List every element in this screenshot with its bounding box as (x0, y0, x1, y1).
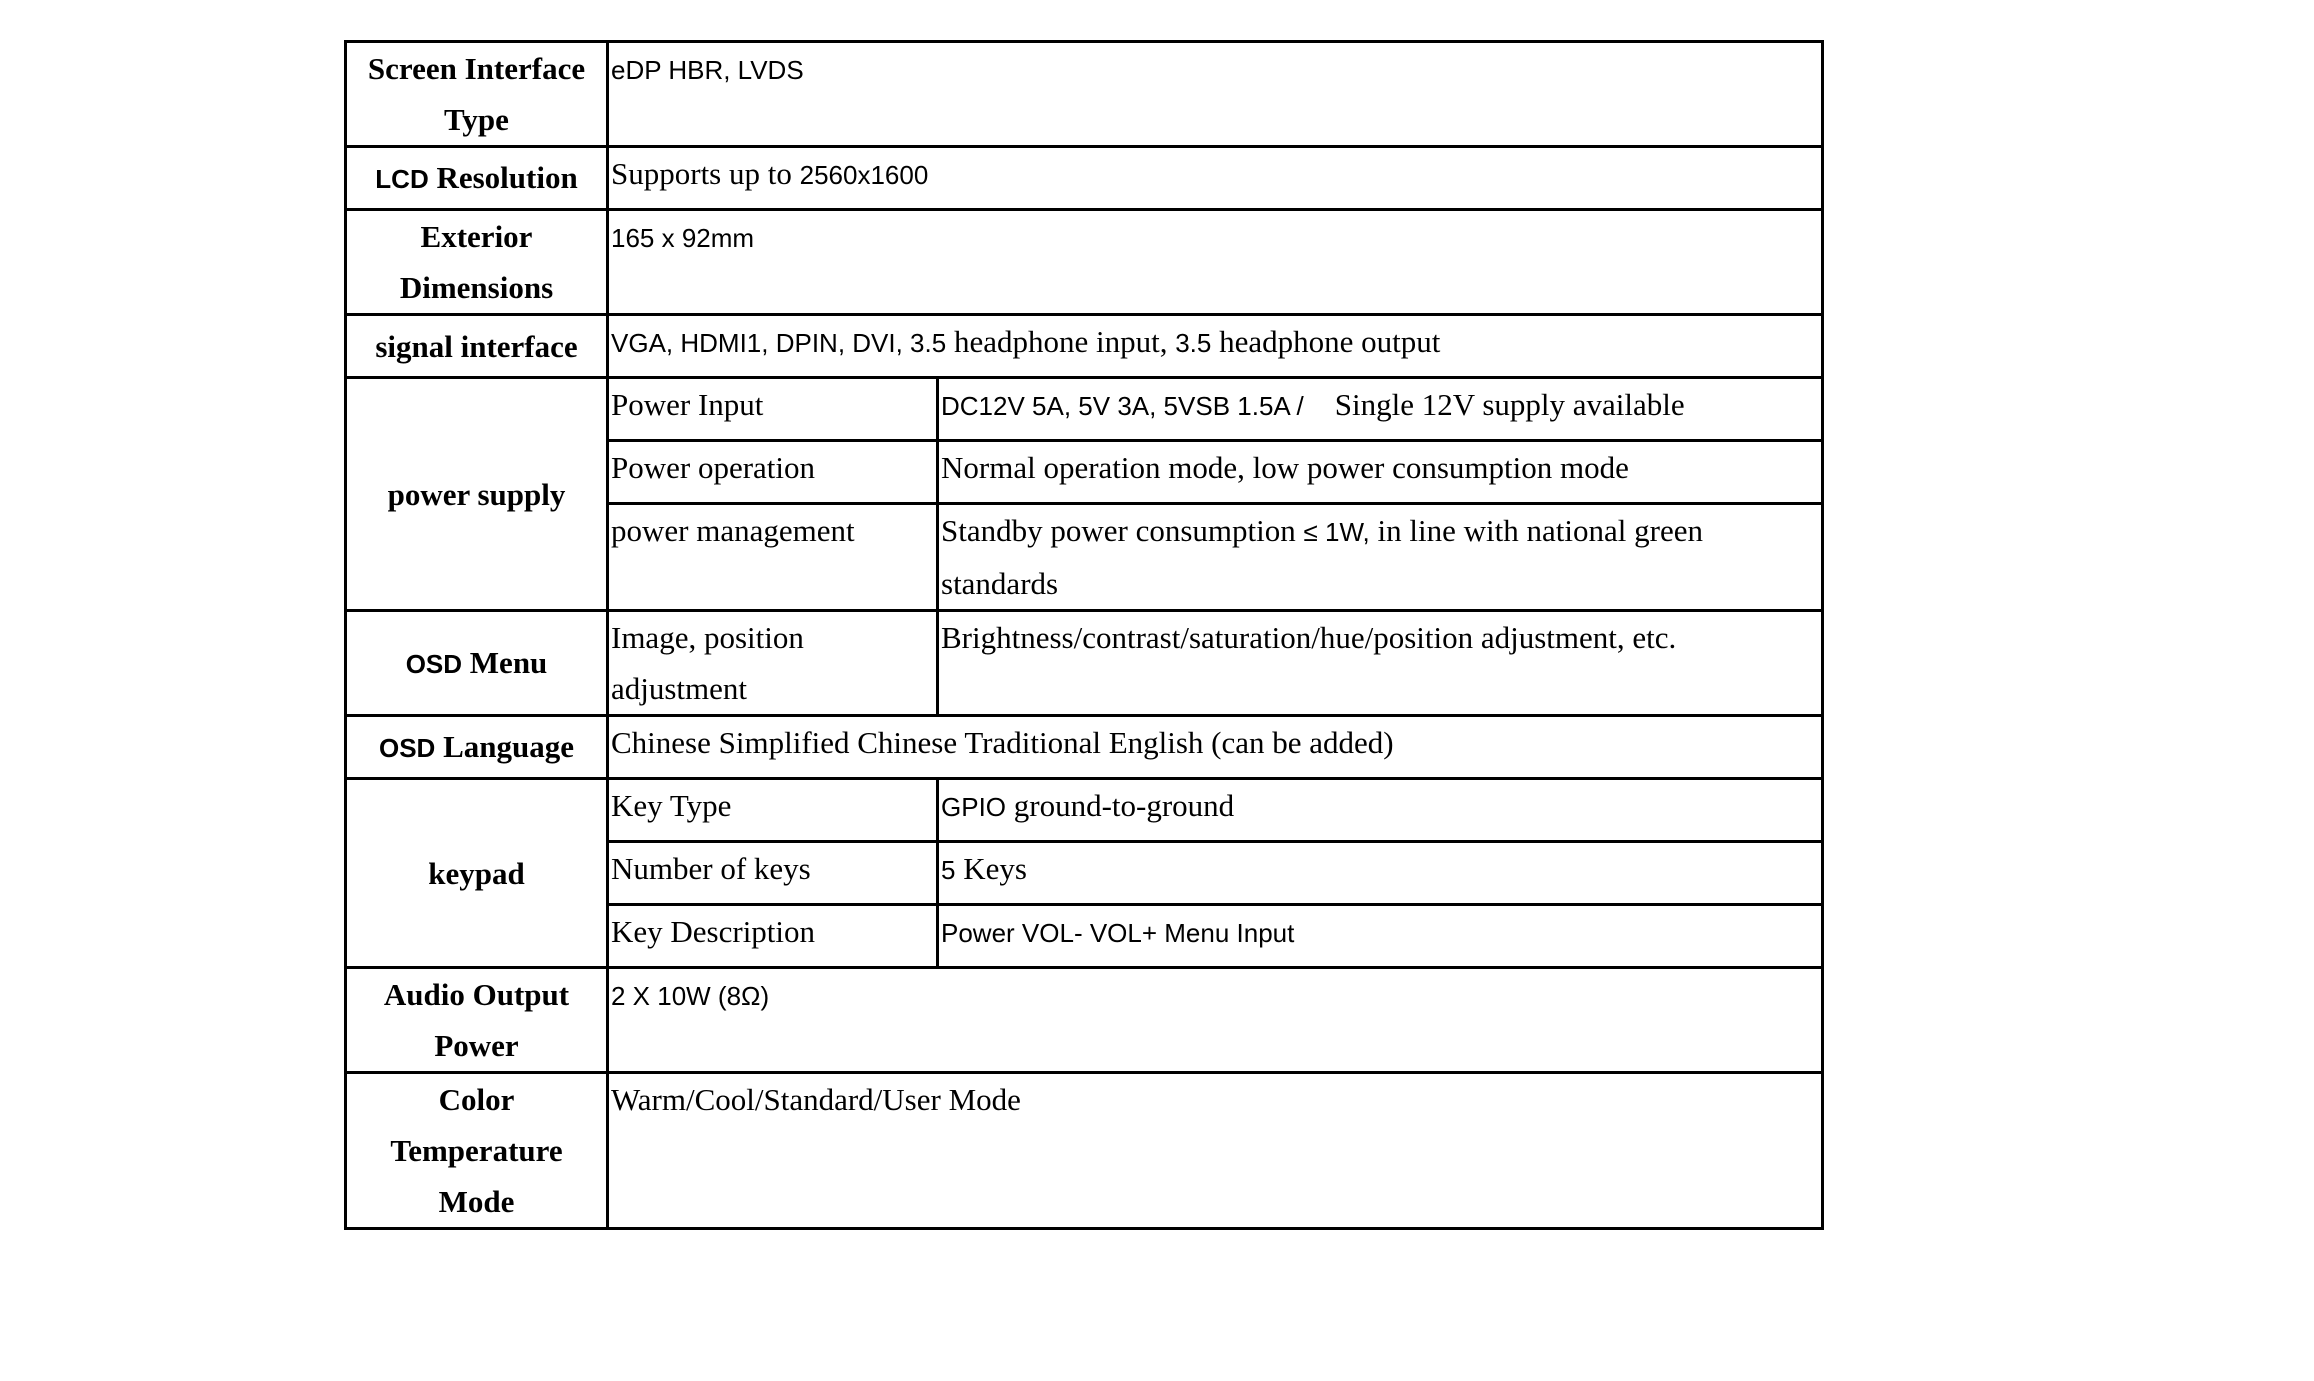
osd-language-value: Chinese Simplified Chinese Traditional English (can be added) (608, 716, 1823, 779)
screen-interface-value: eDP HBR, LVDS (608, 42, 1823, 147)
power-operation-value: Normal operation mode, low power consumption mode (938, 441, 1823, 504)
keypad-label: keypad (346, 779, 608, 968)
table-row (346, 378, 1823, 441)
audio-output-label: Audio Output Power (346, 968, 608, 1073)
color-temperature-value: Warm/Cool/Standard/User Mode (608, 1073, 1823, 1229)
exterior-dimensions-value: 165 x 92mm (608, 210, 1823, 315)
power-management-name: power management (608, 504, 938, 611)
key-type-name: Key Type (608, 779, 938, 842)
signal-interface-value: VGA, HDMI1, DPIN, DVI, 3.5 headphone input, 3.5 headphone output (608, 315, 1823, 378)
table-row (346, 716, 1823, 779)
table-row (346, 968, 1823, 1073)
table-row (346, 42, 1823, 147)
lcd-resolution-value: Supports up to 2560x1600 (608, 147, 1823, 210)
osd-menu-label: OSD Menu (346, 611, 608, 716)
key-type-value: GPIO ground-to-ground (938, 779, 1823, 842)
audio-output-value: 2 X 10W (8Ω) (608, 968, 1823, 1073)
power-operation-name: Power operation (608, 441, 938, 504)
table-row (346, 779, 1823, 842)
osd-menu-value: Brightness/contrast/saturation/hue/position adjustment, etc. (938, 611, 1823, 716)
power-supply-label: power supply (346, 378, 608, 611)
osd-language-label: OSD Language (346, 716, 608, 779)
table-row (346, 147, 1823, 210)
power-input-name: Power Input (608, 378, 938, 441)
table-row (346, 611, 1823, 716)
screen-interface-label: Screen Interface Type (346, 42, 608, 147)
table-row (346, 210, 1823, 315)
spec-table (344, 40, 1824, 1230)
osd-menu-name: Image, position adjustment (608, 611, 938, 716)
color-temperature-label: Color Temperature Mode (346, 1073, 608, 1229)
key-description-value: Power VOL- VOL+ Menu Input (938, 905, 1823, 968)
key-description-name: Key Description (608, 905, 938, 968)
power-management-value: Standby power consumption ≤ 1W, in line with national green standards (938, 504, 1823, 611)
exterior-dimensions-label: Exterior Dimensions (346, 210, 608, 315)
number-of-keys-name: Number of keys (608, 842, 938, 905)
table-row (346, 315, 1823, 378)
power-input-value: DC12V 5A, 5V 3A, 5VSB 1.5A / Single 12V supply available (938, 378, 1823, 441)
table-row (346, 1073, 1823, 1229)
signal-interface-label: signal interface (346, 315, 608, 378)
number-of-keys-value: 5 Keys (938, 842, 1823, 905)
lcd-resolution-label: LCD Resolution (346, 147, 608, 210)
